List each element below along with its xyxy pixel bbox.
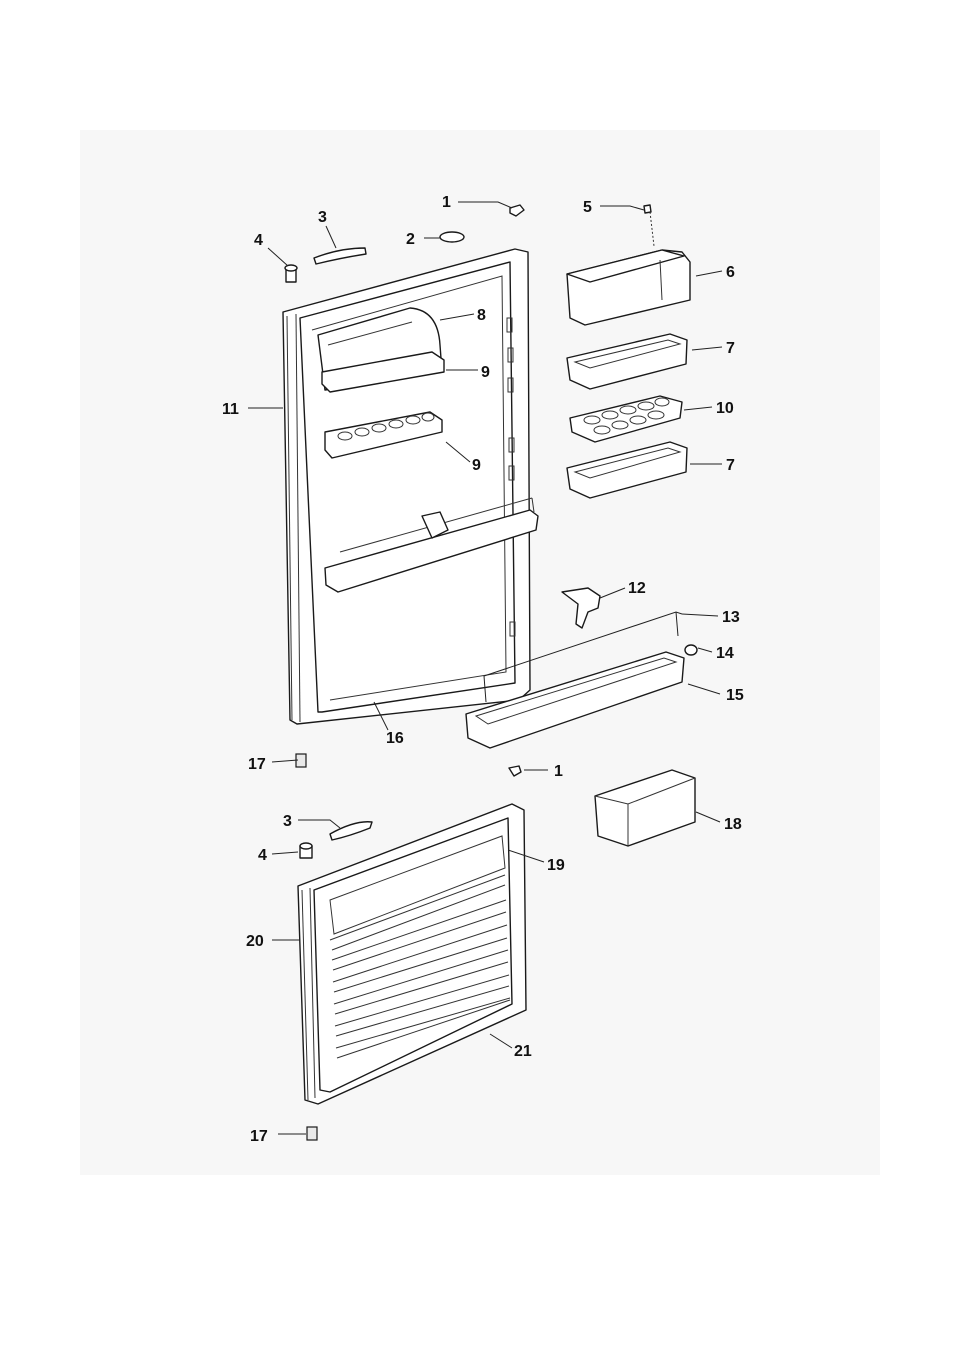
- callout-4-bottom: 4: [258, 847, 267, 864]
- callout-7-top: 7: [726, 340, 735, 357]
- callout-14: 14: [716, 645, 734, 662]
- callout-18: 18: [724, 816, 742, 833]
- door-stop-lower: [307, 1127, 317, 1140]
- callout-9-top: 9: [481, 364, 490, 381]
- callout-4-top: 4: [254, 232, 263, 249]
- callout-3-top: 3: [318, 209, 327, 226]
- callout-8: 8: [477, 307, 486, 324]
- small-cap: [685, 645, 697, 655]
- callout-15: 15: [726, 687, 744, 704]
- callout-1-bottom: 1: [554, 763, 563, 780]
- hinge-pin-upper: [285, 265, 297, 282]
- callout-1-top: 1: [442, 194, 451, 211]
- callout-17-bottom: 17: [250, 1128, 268, 1145]
- callout-20: 20: [246, 933, 264, 950]
- callout-13: 13: [722, 609, 740, 626]
- callout-16: 16: [386, 730, 404, 747]
- hinge-pin-lower: [300, 843, 312, 858]
- callout-9-bottom: 9: [472, 457, 481, 474]
- callout-10: 10: [716, 400, 734, 417]
- callout-17-top: 17: [248, 756, 266, 773]
- callout-7-bottom: 7: [726, 457, 735, 474]
- callout-19: 19: [547, 857, 565, 874]
- callout-11: 11: [222, 401, 239, 418]
- callout-5: 5: [583, 199, 592, 216]
- callout-6: 6: [726, 264, 735, 281]
- callout-12: 12: [628, 580, 646, 597]
- callout-21: 21: [514, 1043, 532, 1060]
- washer: [440, 232, 464, 242]
- callout-3-bottom: 3: [283, 813, 292, 830]
- screw: [644, 205, 651, 213]
- callout-2: 2: [406, 231, 415, 248]
